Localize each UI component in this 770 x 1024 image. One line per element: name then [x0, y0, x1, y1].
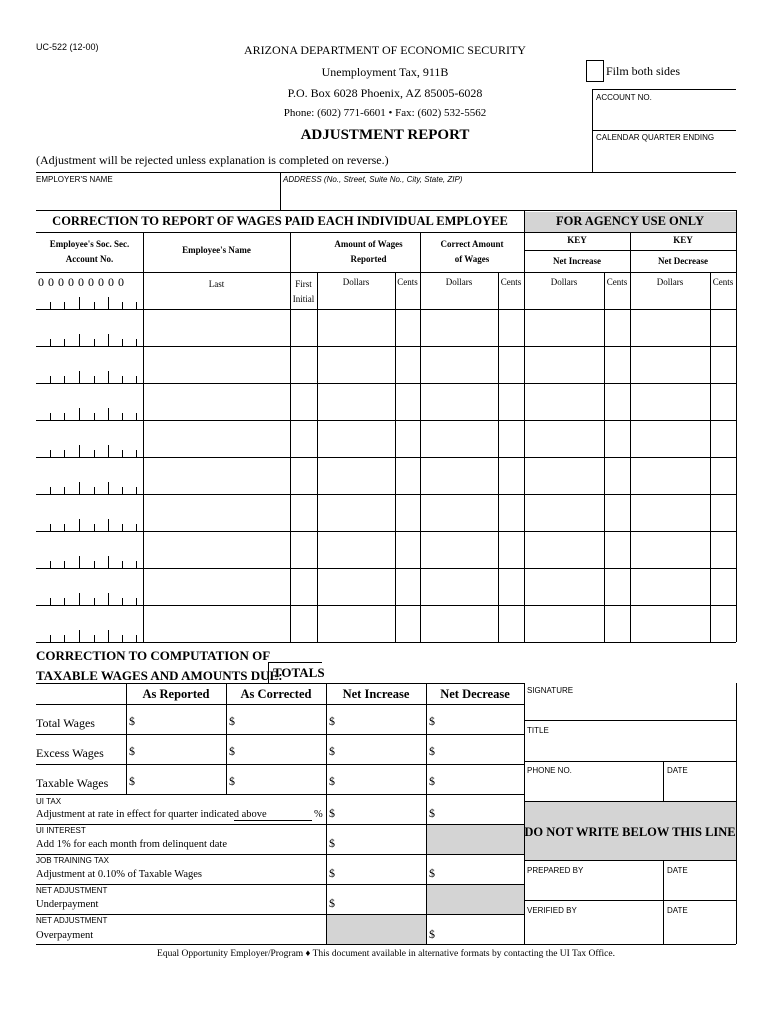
- phone-label: PHONE NO.: [527, 766, 572, 775]
- quarter-field[interactable]: [596, 144, 732, 170]
- decrease-dollars: Dollars: [656, 277, 684, 287]
- col-as-reported: As Reported: [142, 687, 210, 701]
- film-label: Film both sides: [606, 64, 681, 78]
- reported-dollars: Dollars: [342, 277, 370, 287]
- ui-tax-label: UI TAX: [36, 797, 62, 806]
- employee-row[interactable]: [36, 458, 736, 494]
- underpayment-label: Underpayment: [36, 899, 99, 910]
- dollar-sign: $: [429, 774, 435, 788]
- quarter-label: CALENDAR QUARTER ENDING: [596, 133, 715, 142]
- col-as-corrected: As Corrected: [240, 687, 312, 701]
- ui-interest-label: UI INTEREST: [36, 826, 86, 835]
- date-label: DATE: [667, 766, 688, 775]
- address-field[interactable]: [284, 186, 734, 208]
- dollar-sign: $: [329, 806, 335, 820]
- employee-row[interactable]: [36, 273, 736, 309]
- total-wages-label: Total Wages: [36, 716, 95, 730]
- job-training-text: Adjustment at 0.10% of Taxable Wages: [36, 869, 202, 880]
- address-label: ADDRESS (No., Street, Suite No., City, State, ZIP): [283, 175, 463, 184]
- title-label: TITLE: [527, 726, 549, 735]
- col-ssn: Employee's Soc. Sec. Account No.: [49, 239, 130, 264]
- increase-dollars: Dollars: [550, 277, 578, 287]
- dollar-sign: $: [329, 744, 335, 758]
- dollar-sign: $: [329, 714, 335, 728]
- name-last-label: Last: [208, 279, 225, 289]
- reported-cents: Cents: [397, 277, 418, 287]
- percent-sign: %: [314, 809, 323, 820]
- employee-row[interactable]: [36, 384, 736, 420]
- correct-dollars: Dollars: [445, 277, 473, 287]
- division-name: Unemployment Tax, 911B: [321, 65, 449, 79]
- film-checkbox[interactable]: [586, 60, 604, 82]
- account-no-label: ACCOUNT NO.: [596, 93, 652, 102]
- job-training-label: JOB TRAINING TAX: [36, 856, 109, 865]
- agency-net-decrease: Net Decrease: [657, 256, 709, 266]
- employee-row[interactable]: [36, 606, 736, 642]
- agency-address: P.O. Box 6028 Phoenix, AZ 85005-6028: [287, 86, 483, 100]
- taxable-section-title: CORRECTION TO COMPUTATION OF TAXABLE WAGES AND AMOUNTS DUE:: [36, 648, 283, 683]
- phone-field[interactable]: [527, 778, 660, 798]
- col-correct-wages: Correct Amount of Wages: [440, 239, 504, 264]
- employer-name-label: EMPLOYER'S NAME: [36, 175, 113, 184]
- verified-by-label: VERIFIED BY: [527, 906, 577, 915]
- dollar-sign: $: [229, 714, 235, 728]
- dollar-sign: $: [429, 927, 435, 941]
- overpayment-label: Overpayment: [36, 930, 94, 941]
- name-first-label: First Initial: [292, 279, 315, 304]
- net-adjustment-label: NET ADJUSTMENT: [36, 886, 108, 895]
- rejection-note: (Adjustment will be rejected unless explanation is completed on reverse.): [36, 153, 389, 167]
- employee-row[interactable]: [36, 421, 736, 457]
- dollar-sign: $: [329, 774, 335, 788]
- taxable-wages-label: Taxable Wages: [36, 776, 109, 790]
- employee-row[interactable]: [36, 347, 736, 383]
- dollar-sign: $: [129, 714, 135, 728]
- date-label: DATE: [667, 866, 688, 875]
- ui-interest-text: Add 1% for each month from delinquent date: [36, 839, 227, 850]
- do-not-write-notice: DO NOT WRITE BELOW THIS LINE: [524, 825, 736, 839]
- decrease-cents: Cents: [712, 277, 734, 287]
- col-net-increase: Net Increase: [342, 687, 410, 701]
- increase-cents: Cents: [606, 277, 628, 287]
- correct-cents: Cents: [500, 277, 522, 287]
- dollar-sign: $: [329, 896, 335, 910]
- form-number: UC-522 (12-00): [36, 42, 99, 52]
- date-field[interactable]: [667, 778, 734, 798]
- col-employee-name: Employee's Name: [182, 245, 251, 255]
- agency-use-title: FOR AGENCY USE ONLY: [555, 214, 705, 228]
- account-no-field[interactable]: [596, 104, 732, 128]
- excess-wages-label: Excess Wages: [36, 746, 104, 760]
- title-field[interactable]: [527, 737, 734, 759]
- ssn-placeholder: 0 0 0 0 0 0 0 0 0: [38, 275, 125, 289]
- prepared-by-label: PREPARED BY: [527, 866, 584, 875]
- col-wages-reported: Amount of Wages Reported: [334, 239, 403, 264]
- date-label: DATE: [667, 906, 688, 915]
- agency-phone: Phone: (602) 771-6601 • Fax: (602) 532-5562: [283, 107, 487, 119]
- wages-section-title: CORRECTION TO REPORT OF WAGES PAID EACH INDIVIDUAL EMPLOYEE: [52, 214, 508, 228]
- dollar-sign: $: [429, 744, 435, 758]
- agency-name: ARIZONA DEPARTMENT OF ECONOMIC SECURITY: [244, 43, 526, 57]
- key-label-2: KEY: [673, 235, 693, 245]
- dollar-sign: $: [129, 744, 135, 758]
- signature-label: SIGNATURE: [527, 686, 574, 695]
- signature-field[interactable]: [527, 698, 734, 718]
- page-title: ADJUSTMENT REPORT: [300, 127, 470, 143]
- key-label-1: KEY: [567, 235, 587, 245]
- ui-tax-text: Adjustment at rate in effect for quarter indicated above: [36, 809, 267, 820]
- dollar-sign: $: [429, 866, 435, 880]
- dollar-sign: $: [229, 744, 235, 758]
- net-adjustment-label: NET ADJUSTMENT: [36, 916, 108, 925]
- totals-label: TOTALS: [273, 665, 325, 680]
- employee-row[interactable]: [36, 495, 736, 531]
- footer-text: Equal Opportunity Employer/Program ♦ This document available in alternative formats by contacting the UI Tax Office.: [157, 949, 615, 959]
- dollar-sign: $: [129, 774, 135, 788]
- employee-row[interactable]: [36, 569, 736, 605]
- dollar-sign: $: [229, 774, 235, 788]
- agency-net-increase: Net Increase: [552, 256, 602, 266]
- dollar-sign: $: [429, 806, 435, 820]
- dollar-sign: $: [329, 836, 335, 850]
- employee-row[interactable]: [36, 532, 736, 568]
- col-net-decrease: Net Decrease: [440, 687, 510, 701]
- dollar-sign: $: [429, 714, 435, 728]
- employer-name-field[interactable]: [36, 186, 276, 208]
- employee-row[interactable]: [36, 310, 736, 346]
- dollar-sign: $: [329, 866, 335, 880]
